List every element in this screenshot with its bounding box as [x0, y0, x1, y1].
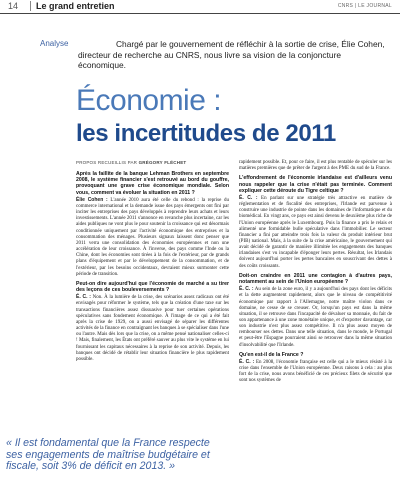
page-header	[0, 0, 400, 14]
interview-question: L'effondrement de l'économie irlandaise est d'ailleurs venu nous rappeler que la crise n'était pas terminée. Comment expliquer cette déroute du Tigre celtique ?	[239, 175, 392, 194]
speaker-label: É. C. :	[76, 294, 91, 301]
answer-text: Au sein de la zone euro, il y a aujourd'hui des pays dont les déficits et la dette augmentent rapidement, alors que le niveau de compétitivité économique par rapport à l'Allemagne, notre maître violon dans ce domaine, ne cesse de se creuser. Or, lorsqu'un pays est dans la même situation, il se retrouve dans l'incapacité de dévaluer sa monnaie, du fait de son appartenance à une zone monétaire unique, et d'exporter davantage, car son industrie n'est plus assez compétitive. Il n'a plus assez moyen de rembourser ses dettes. Dans une telle situation, dans le monde, le Portugal et peut-être l'Espagne pourraient ainsi se retrouver dans la même situation d'insolvabilité que l'Irlande.	[239, 287, 392, 348]
answer-text: L'année 2010 aura été celle du rebond : la reprise du commerce international et la demande issue des pays émergents ont fini par inciter les entreprises des pays développés à reprendre leurs achats et leurs investissements. L'année 2011 s'annonce en revanche plus incertaine, car les aides publiques ne vont plus le pour soutenir la croissance qui est désormais conditionnée uniquement par l'activité économique des entreprises et la consommation des ménages. Plusieurs signaux laissent donc penser que 2011 verra une consolidation des économies européennes et non une accélération de leur croissance. À l'inverse, des pays comme l'Inde ou la Chine, dont les économies sont tirées à la fois de l'extérieur, par de grands plans d'équipement et par le développement de la consommation, et de l'extérieur, par les besoins occidentaux, devraient mieux surmonter cette période de transition.	[76, 197, 229, 277]
interview-answer	[239, 359, 392, 385]
section-rubric: Le grand entretien	[30, 1, 115, 11]
byline-prefix: PROPOS RECUEILLIS PAR	[76, 160, 138, 165]
answer-text: En 2008, l'économie française est celle qui a le mieux résisté à la crise dans l'ensemble de l'Union européenne. Deux raisons à cela : au plus fort de la crise, nous avons bénéficié de ces précieux filets de sécurité que sont nos systèmes de	[239, 359, 392, 384]
speaker-label: É. C. :	[239, 286, 254, 293]
interview-answer	[239, 195, 392, 270]
interview-question: Peut-on dire aujourd'hui que l'économie de marché a su tirer des leçons de ces bouleversements ?	[76, 280, 229, 294]
interview-answer	[76, 294, 229, 363]
answer-text: Non. À la lumière de la crise, des scénarios assez radicaux ont été envisagés pour réformer le système, tels que la création d'une taxe sur les transactions financières assez dissuasive pour tuer certaines opérations spéculatives sans fondement économique. À l'image de ce qui a été fait après la crise de 1929, on a aussi envisagé de séparer les différentes activités de la finance en contraignant les banques à se spécialiser dans l'une ou l'autre. Mais dès lors que la crise, on a même pensé nationaliser celles-ci ! Mais, finalement, les États ont préféré sauver au plus vite le système en lui fournissant les capitaux nécessaires à la reprise de son activité. Depuis, les banques ont décidé de rétablir leur situation financière le plus rapidement possible.	[76, 295, 230, 362]
interview-question: Qu'en est-il de la France ?	[239, 351, 304, 358]
answer-text: En parlant sur une stratégie très attractive en matière de réglementation et de fiscalité des entreprises, l'Irlande est parvenue à construire une industrie de pointe dans les domaines de l'informatique et du biomédical. En vingt ans, ce pays est ainsi devenu le deuxième plus riche de l'Union européenne après le Luxembourg. Puis la finance a pris le relais et alimenté une formidable bulle spéculative dans l'immobilier. Le secteur financier a fini par atteindre trois fois la valeur du produit intérieur brut (PIB) national. Mais, à la suite de la crise américaine, le gouvernement qui avait décidé de garantir de manière illimitée les engagements des banques irlandaises s'est vu incapable d'éponger leurs pertes. Résultat, les Irlandais doivent aujourd'hui porter les pertes bancaires en souscrivant des dettes à des coûts croissants.	[239, 195, 393, 269]
intro-label: Analyse	[40, 39, 69, 48]
pull-quote: « Il est fondamental que la France respecte ses engagements de maîtrise budgétaire et fiscale, soit 3% de déficit en 2013. »	[6, 437, 210, 473]
article-intro	[40, 39, 386, 71]
byline	[76, 160, 186, 165]
article-title-main: Économie :	[76, 84, 222, 117]
interview-answer	[239, 160, 392, 172]
speaker-label: É. C. :	[239, 358, 255, 365]
journal-name: CNRS | LE JOURNAL	[337, 3, 392, 9]
interview-answer	[239, 286, 392, 349]
right-column	[239, 160, 392, 388]
left-column	[76, 171, 229, 366]
intro-text: Chargé par le gouvernement de réfléchir à la sortie de crise, Élie Cohen, directeur de recherche au CNRS, nous livre sa vision de la conjoncture économique.	[78, 39, 385, 71]
page-number: 14	[8, 1, 19, 11]
interview-answer	[76, 197, 229, 278]
speaker-label: Élie Cohen :	[76, 196, 108, 203]
answer-text: rapidement possible. Et, pour ce faire, il est plus rentable de spéculer sur les matières premières que de prêter de l'argent à des PME du sud de la France.	[239, 160, 392, 172]
interview-question: Après la faillite de la banque Lehman Brothers en septembre 2008, le système financier s'est retrouvé au bord du gouffre, provoquant une grave crise économique mondiale. Selon vous, comment va évoluer la situation en 2011 ?	[76, 171, 229, 196]
byline-author: GRÉGORY FLÉCHET	[138, 160, 187, 165]
interview-question: Doit-on craindre en 2011 une contagion à d'autres pays, notamment au sein de l'Union européenne ?	[239, 272, 392, 285]
article-title-sub: les incertitudes de 2011	[76, 120, 336, 147]
speaker-label: É. C. :	[239, 194, 258, 201]
